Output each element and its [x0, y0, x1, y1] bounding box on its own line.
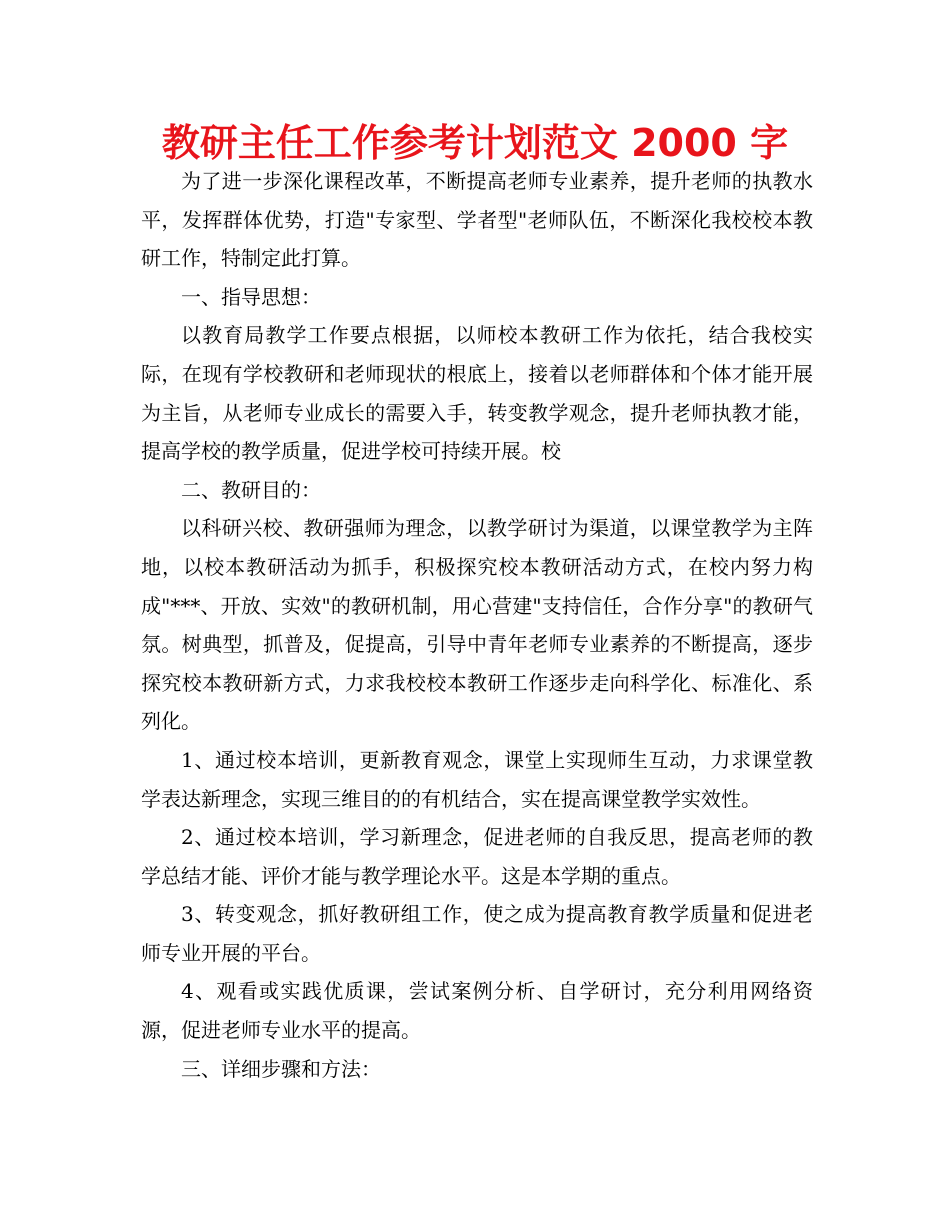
document-title: 教研主任工作参考计划范文 2000 字 — [161, 121, 789, 165]
document-body — [141, 162, 813, 1088]
list-item-2: 2、通过校本培训，学习新理念，促进老师的自我反思，提高老师的教学总结才能、评价才能与教学理论水平。这是本学期的重点。 — [141, 825, 813, 888]
paragraph-intro: 为了进一步深化课程改革，不断提高老师专业素养，提升老师的执教水平，发挥群体优势，打造"专家型、学者型"老师队伍，不断深化我校校本教研工作，特制定此打算。 — [141, 169, 813, 271]
list-item-3: 3、转变观念，抓好教研组工作，使之成为提高教育教学质量和促进老师专业开展的平台。 — [141, 902, 813, 965]
list-item-1: 1、通过校本培训，更新教育观念，课堂上实现师生互动，力求课堂教学表达新理念，实现三维目的的有机结合，实在提高课堂教学实效性。 — [141, 747, 813, 811]
heading-guiding-thought: 一、指导思想： — [181, 284, 321, 309]
heading-research-goal: 二、教研目的： — [181, 477, 321, 502]
paragraph-research-goal: 以科研兴校、教研强师为理念，以教学研讨为渠道，以课堂教学为主阵地，以校本教研活动为抓手，积极探究校本教研活动方式，在校内努力构成"***、开放、实效"的教研机制，用心营建"支持信任，合作分享"的教研气氛。树典型，抓普及，促提高，引导中青年老师专业素养的不断提高，逐步探究校本教研新方式，力求我校校本教研工作逐步走向科学化、标准化、系列化。 — [141, 516, 813, 734]
heading-steps-methods: 三、详细步骤和方法： — [181, 1056, 381, 1081]
paragraph-guiding-thought: 以教育局教学工作要点根据，以师校本教研工作为依托，结合我校实际，在现有学校教研和老师现状的根底上，接着以老师群体和个体才能开展为主旨，从老师专业成长的需要入手，转变教学观念，提升老师执教才能，提高学校的教学质量，促进学校可持续开展。校 — [141, 323, 813, 464]
list-item-4: 4、观看或实践优质课，尝试案例分析、自学研讨，充分利用网络资源，促进老师专业水平的提高。 — [141, 979, 813, 1043]
